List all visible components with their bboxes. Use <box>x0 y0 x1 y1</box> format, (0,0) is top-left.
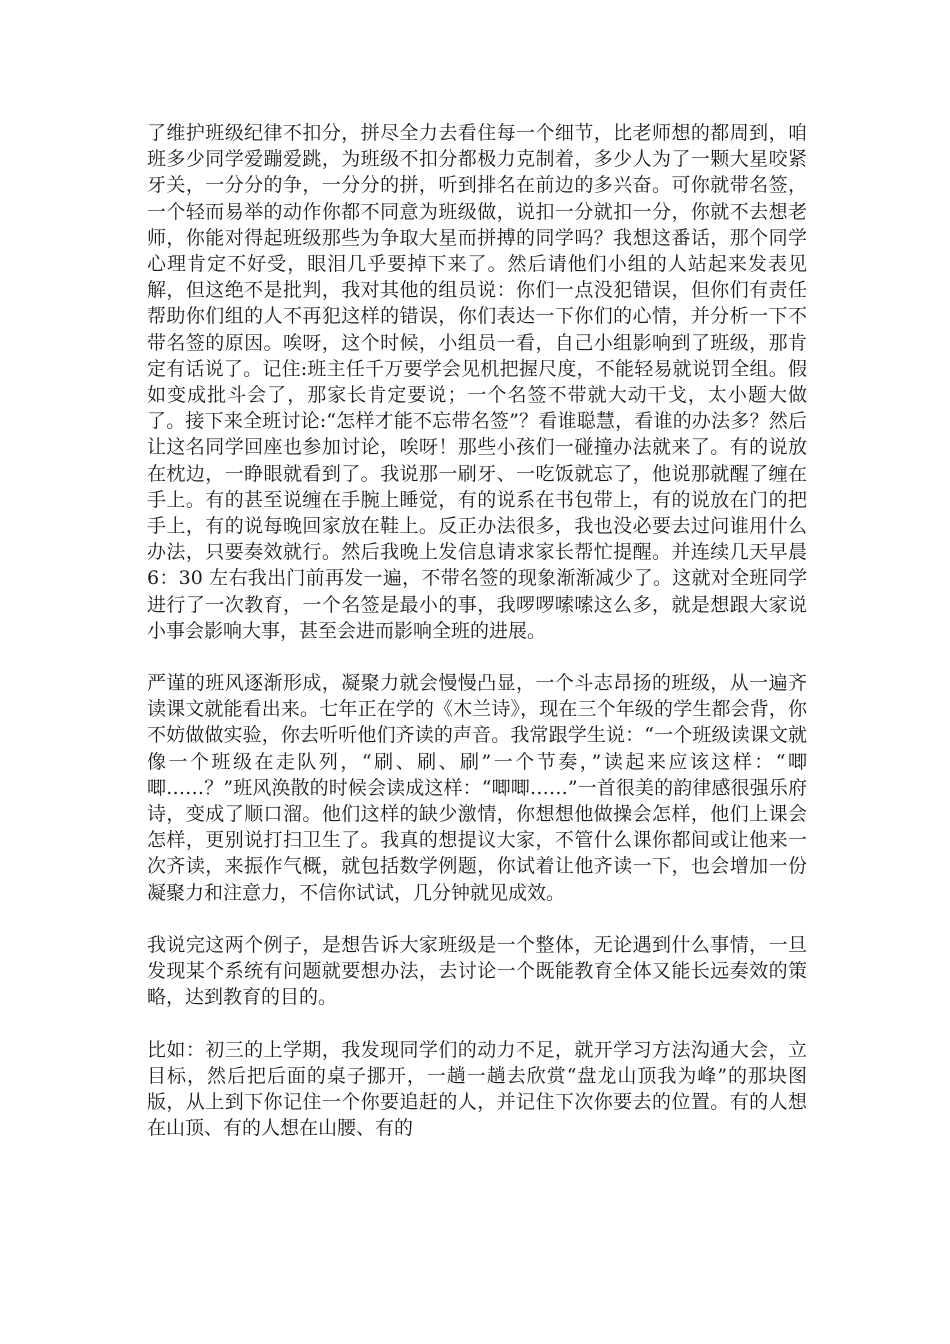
document-body <box>147 120 807 1141</box>
paragraph-example-goals: 比如：初三的上学期，我发现同学们的动力不足，就开学习方法沟通大会，立目标，然后把后面的桌子挪开，一趟一趟去欣赏“盘龙山顶我为峰”的那块图版，从上到下你记住一个你要追赶的人，并记住下次你要去的位置。有的人想在山顶、有的人想在山腰、有的 <box>147 1038 807 1140</box>
paragraph-class-atmosphere: 严谨的班风逐渐形成，凝聚力就会慢慢凸显，一个斗志昂扬的班级，从一遍齐读课文就能看出来。七年正在学的《木兰诗》，现在三个年级的学生都会背，你不妨做做实验，你去听听他们齐读的声音。我常跟学生说：“一个班级读课文就像一个班级在走队列，“刷、刷、刷”一个节奏，”读起来应该这样：“唧唧……？”班风涣散的时候会读成这样：“唧唧……”一首很美的韵律感很强乐府诗，变成了顺口溜。他们这样的缺少激情，你想想他做操会怎样，他们上课会怎样，更别说打扫卫生了。我真的想提议大家，不管什么课你都间或让他来一次齐读，来振作气概，就包括数学例题，你试着让他齐读一下，也会增加一份凝聚力和注意力，不信你试试，几分钟就见成效。 <box>147 672 807 904</box>
paragraph-discipline-story: 了维护班级纪律不扣分，拼尽全力去看住每一个细节，比老师想的都周到，咱班多少同学爱蹦爱跳，为班级不扣分都极力克制着，多少人为了一颗大星咬紧牙关，一分分的争，一分分的拼，听到排名在前边的多兴奋。可你就带名签，一个轻而易举的动作你都不同意为班级做，说扣一分就扣一分，你就不去想老师，你能对得起班级那些为争取大星而拼搏的同学吗？我想这番话，那个同学心理肯定不好受，眼泪几乎要掉下来了。然后请他们小组的人站起来发表见解，但这绝不是批判，我对其他的组员说：你们一点没犯错误，但你们有责任帮助你们组的人不再犯这样的错误，你们表达一下你们的心情，并分析一下不带名签的原因。唉呀，这个时候，小组员一看，自己小组影响到了班级，那肯定有话说了。记住:班主任千万要学会见机把握尺度，不能轻易就说罚全组。假如变成批斗会了，那家长肯定要说；一个名签不带就大动干戈，太小题大做了。接下来全班讨论:“怎样才能不忘带名签”？看谁聪慧，看谁的办法多？然后让这名同学回座也参加讨论，唉呀！那些小孩们一碰撞办法就来了。有的说放在枕边，一睁眼就看到了。我说那一刷牙、一吃饭就忘了，他说那就醒了缠在手上。有的甚至说缠在手腕上睡觉，有的说系在书包带上，有的说放在门的把手上，有的说每晚回家放在鞋上。反正办法很多，我也没必要去过问谁用什么办法，只要奏效就行。然后我晚上发信息请求家长帮忙提醒。并连续几天早晨 6：30 左右我出门前再发一遍，不带名签的现象渐渐减少了。这就对全班同学进行了一次教育，一个名签是最小的事，我啰啰嗦嗦这么多，就是想跟大家说小事会影响大事，甚至会进而影响全班的进展。 <box>147 122 807 642</box>
paragraph-summary: 我说完这两个例子，是想告诉大家班级是一个整体，无论遇到什么事情，一旦发现某个系统有问题就要想办法，去讨论一个既能教育全体又能长远奏效的策略，达到教育的目的。 <box>147 933 807 1009</box>
